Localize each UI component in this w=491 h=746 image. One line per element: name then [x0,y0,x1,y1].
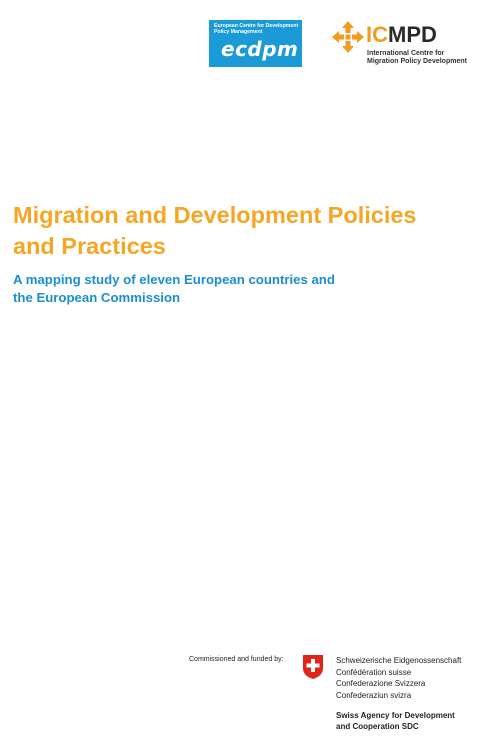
ecdpm-tagline-line2: Policy Management [214,29,263,35]
swiss-coat-of-arms-icon [302,654,324,680]
report-title-line1: Migration and Development Policies [13,202,417,228]
ecdpm-wordmark: ecdpm [221,37,299,61]
report-subtitle-line1: A mapping study of eleven European countries and [13,272,335,287]
commissioned-label: Commissioned and funded by: [189,656,284,663]
swiss-confederation-names [336,655,461,701]
sdc-agency-line2: and Cooperation SDC [336,722,419,731]
sdc-agency-name [336,710,455,732]
confederation-german: Schweizerische Eidgenossenschaft [336,656,462,665]
ecdpm-tagline [214,23,300,35]
icmpd-fullname-line2: Migration Policy Development [367,58,467,65]
icmpd-arrows-icon [331,20,365,54]
confederation-french: Confédération suisse [336,667,412,677]
report-subtitle-line2: the European Commission [13,290,181,305]
icmpd-wordmark-rest: MPD [388,22,437,47]
report-title-line2: and Practices [13,233,166,259]
icmpd-fullname-line1: International Centre for [367,50,445,57]
confederation-romansh: Confederaziun svizra [336,690,412,700]
ecdpm-logo [209,20,302,67]
confederation-italian: Confederazione Svizzera [336,679,426,688]
report-subtitle [13,271,413,307]
icmpd-fullname [367,50,467,66]
sdc-agency-line1: Swiss Agency for Development [336,711,455,720]
icmpd-wordmark [366,22,437,48]
icmpd-wordmark-accent: IC [366,22,388,47]
ecdpm-tagline-line1: European Centre for Development [214,23,299,29]
report-title [13,200,483,262]
